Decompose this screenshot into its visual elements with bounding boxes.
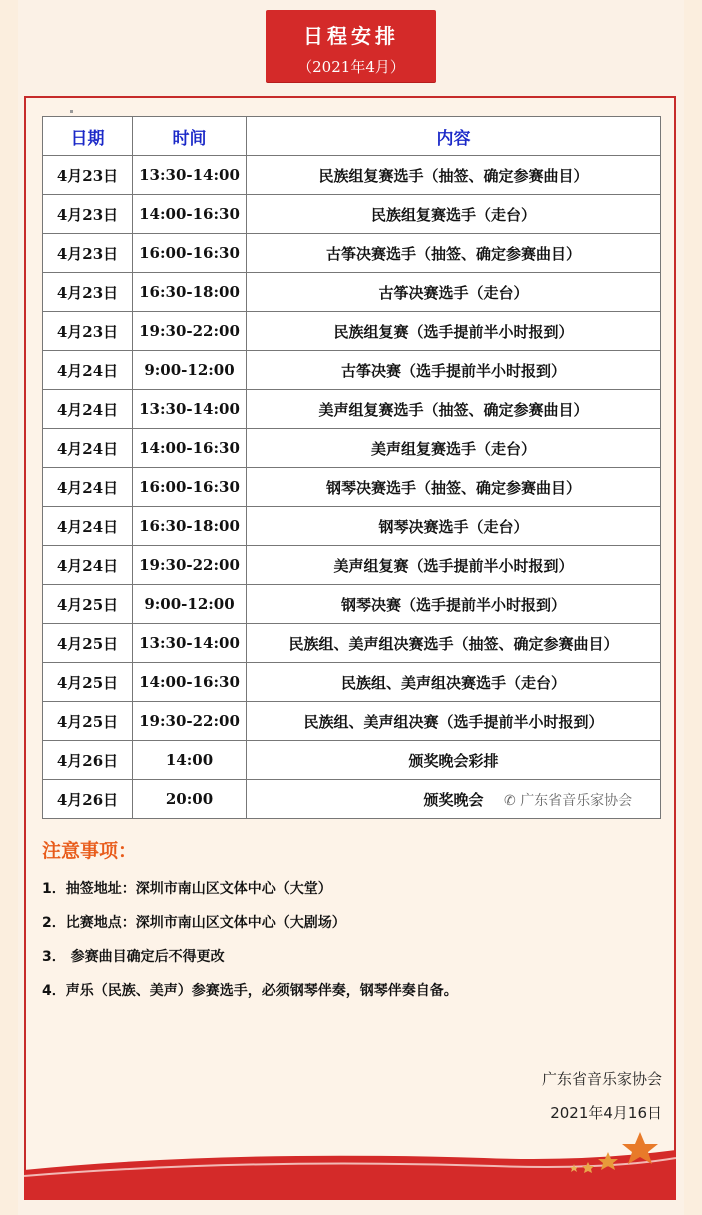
cell-content: 民族组复赛（选手提前半小时报到） <box>247 312 661 351</box>
star-icon <box>570 1164 578 1172</box>
cell-content: 民族组、美声组决赛选手（走台） <box>247 663 661 702</box>
note-item: 4．声乐（民族、美声）参赛选手，必须钢琴伴奏，钢琴伴奏自备。 <box>42 983 458 999</box>
table-row <box>43 234 661 273</box>
cell-date: 4月26日 <box>43 780 133 819</box>
table-row <box>43 273 661 312</box>
cell-date: 4月24日 <box>43 351 133 390</box>
cell-time: 14:00-16:30 <box>133 663 247 702</box>
table-row <box>43 585 661 624</box>
cell-time: 16:30-18:00 <box>133 507 247 546</box>
cell-date: 4月24日 <box>43 429 133 468</box>
star-icon <box>582 1162 594 1173</box>
table-row <box>43 546 661 585</box>
watermark <box>500 788 636 812</box>
cell-date: 4月25日 <box>43 702 133 741</box>
table-row <box>43 702 661 741</box>
cell-content: 古筝决赛选手（抽签、确定参赛曲目） <box>247 234 661 273</box>
cell-date: 4月24日 <box>43 507 133 546</box>
table-row <box>43 351 661 390</box>
cell-time: 16:00-16:30 <box>133 234 247 273</box>
cell-time: 14:00 <box>133 741 247 780</box>
cell-time: 9:00-12:00 <box>133 351 247 390</box>
table-row <box>43 741 661 780</box>
cell-date: 4月25日 <box>43 585 133 624</box>
cell-content: 钢琴决赛（选手提前半小时报到） <box>247 585 661 624</box>
cell-content: 钢琴决赛选手（抽签、确定参赛曲目） <box>247 468 661 507</box>
wechat-icon: ✆ <box>504 793 521 809</box>
cell-date: 4月24日 <box>43 468 133 507</box>
title-banner <box>266 10 436 82</box>
cell-date: 4月26日 <box>43 741 133 780</box>
left-margin <box>0 0 18 1215</box>
cell-date: 4月23日 <box>43 273 133 312</box>
cell-content: 美声组复赛选手（走台） <box>247 429 661 468</box>
column-header-content: 内容 <box>247 117 661 156</box>
table-row <box>43 156 661 195</box>
cell-content: 古筝决赛（选手提前半小时报到） <box>247 351 661 390</box>
table-row <box>43 195 661 234</box>
note-item: 2．比赛地点：深圳市南山区文体中心（大剧场） <box>42 915 346 931</box>
stars-decoration <box>560 1130 670 1180</box>
cell-content: 民族组、美声组决赛选手（抽签、确定参赛曲目） <box>247 624 661 663</box>
cell-content: 颁奖晚会彩排 <box>247 741 661 780</box>
table-row <box>43 507 661 546</box>
page-subtitle: （2021年4月） <box>297 58 405 76</box>
cell-content: 古筝决赛选手（走台） <box>247 273 661 312</box>
cell-time: 19:30-22:00 <box>133 312 247 351</box>
cell-date: 4月23日 <box>43 156 133 195</box>
note-item: 1．抽签地址：深圳市南山区文体中心（大堂） <box>42 881 332 897</box>
table-row <box>43 468 661 507</box>
column-header-date: 日期 <box>43 117 133 156</box>
cell-time: 16:00-16:30 <box>133 468 247 507</box>
table-row <box>43 390 661 429</box>
cell-time: 19:30-22:00 <box>133 702 247 741</box>
cell-time: 19:30-22:00 <box>133 546 247 585</box>
cell-time: 16:30-18:00 <box>133 273 247 312</box>
signature-date: 2021年4月16日 <box>550 1104 662 1122</box>
cell-date: 4月24日 <box>43 546 133 585</box>
cell-content: 美声组复赛（选手提前半小时报到） <box>247 546 661 585</box>
table-row <box>43 624 661 663</box>
cell-date: 4月23日 <box>43 312 133 351</box>
star-icon <box>598 1152 618 1170</box>
note-item: 3． 参赛曲目确定后不得更改 <box>42 949 225 965</box>
cell-time: 13:30-14:00 <box>133 156 247 195</box>
cell-time: 20:00 <box>133 780 247 819</box>
cell-date: 4月24日 <box>43 390 133 429</box>
table-header-row <box>43 117 661 156</box>
star-icon <box>622 1132 658 1164</box>
decorative-dot <box>70 110 73 113</box>
cell-date: 4月23日 <box>43 234 133 273</box>
cell-date: 4月23日 <box>43 195 133 234</box>
cell-time: 13:30-14:00 <box>133 390 247 429</box>
cell-time: 13:30-14:00 <box>133 624 247 663</box>
table-row <box>43 663 661 702</box>
cell-time: 14:00-16:30 <box>133 195 247 234</box>
column-header-time: 时间 <box>133 117 247 156</box>
cell-date: 4月25日 <box>43 624 133 663</box>
cell-content: 美声组复赛选手（抽签、确定参赛曲目） <box>247 390 661 429</box>
cell-time: 9:00-12:00 <box>133 585 247 624</box>
signature-org: 广东省音乐家协会 <box>541 1070 662 1088</box>
schedule-table <box>42 116 661 819</box>
cell-content: 民族组复赛选手（抽签、确定参赛曲目） <box>247 156 661 195</box>
cell-content: 民族组、美声组决赛（选手提前半小时报到） <box>247 702 661 741</box>
cell-content: 民族组复赛选手（走台） <box>247 195 661 234</box>
cell-content: 钢琴决赛选手（走台） <box>247 507 661 546</box>
table-row <box>43 429 661 468</box>
notes-title: 注意事项： <box>42 840 138 862</box>
cell-content: 颁奖晚会 <box>247 780 661 819</box>
table-row <box>43 312 661 351</box>
right-margin <box>684 0 702 1215</box>
watermark-text: 广东省音乐家协会 <box>520 793 633 809</box>
cell-date: 4月25日 <box>43 663 133 702</box>
cell-time: 14:00-16:30 <box>133 429 247 468</box>
page-title: 日程安排 <box>303 24 399 48</box>
